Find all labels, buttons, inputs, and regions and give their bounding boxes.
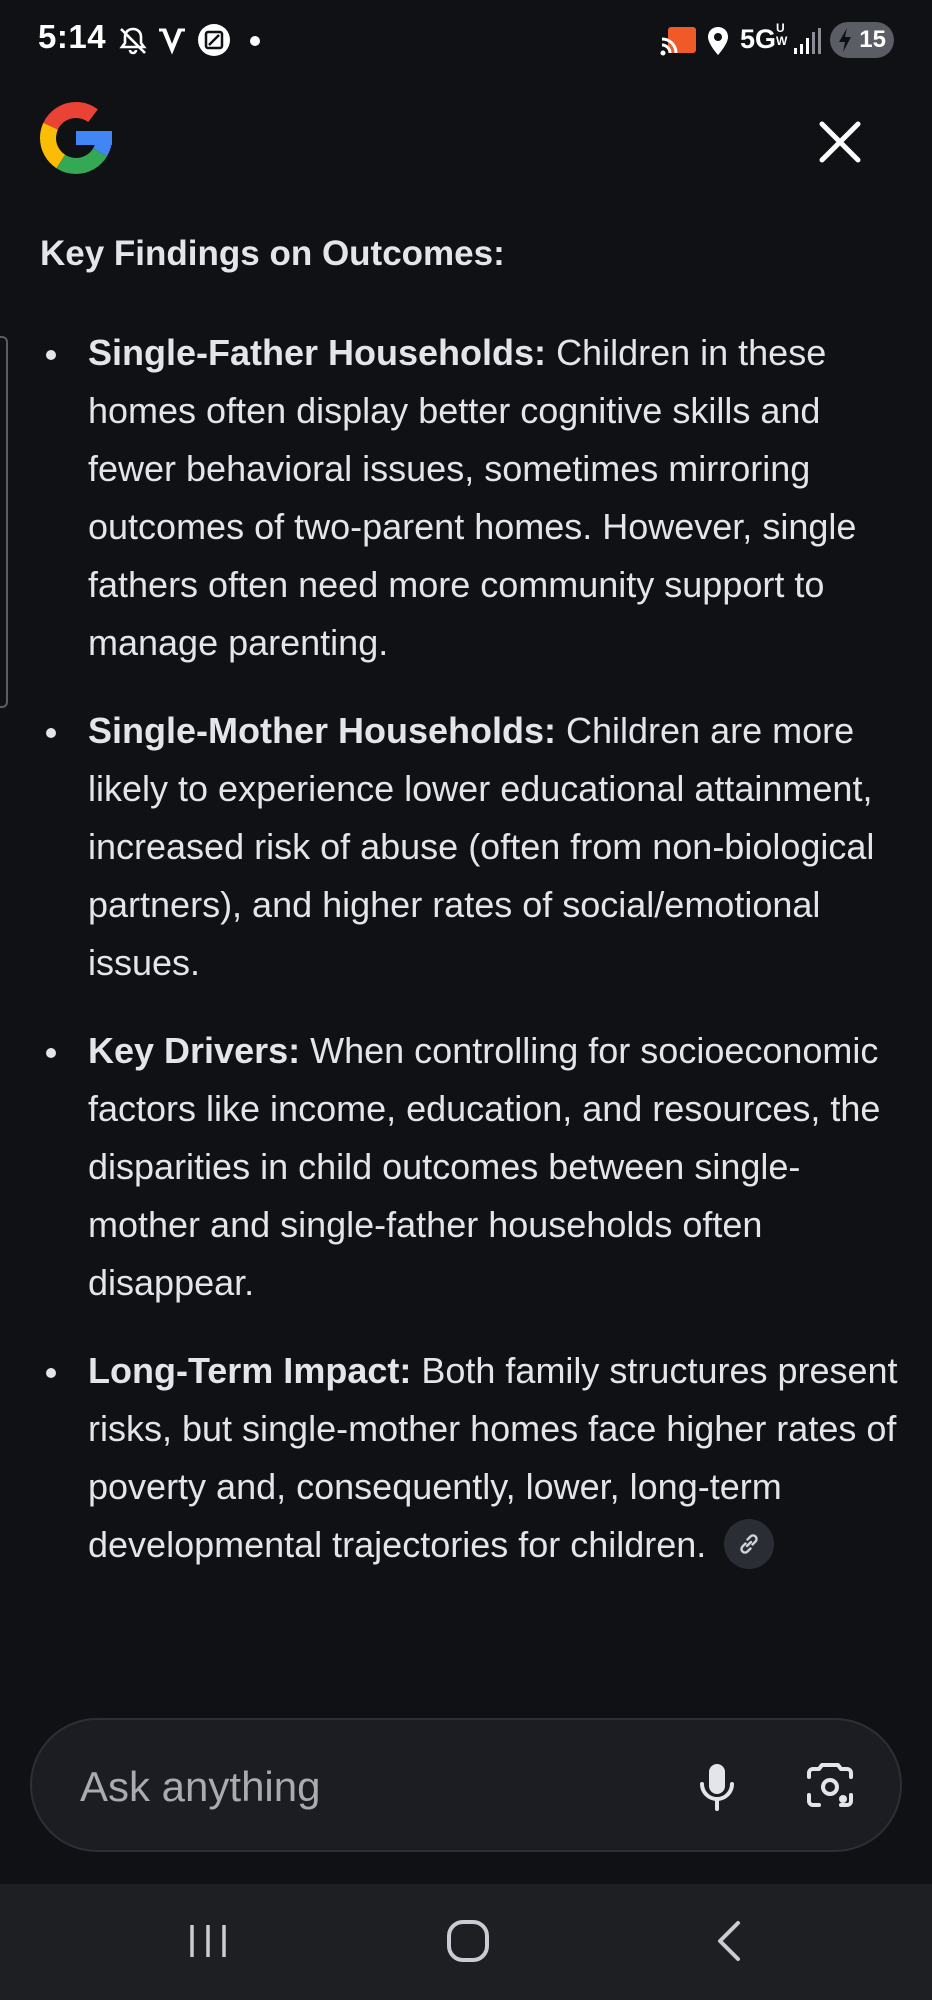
recents-icon: [186, 1921, 230, 1961]
list-item: [0, 702, 932, 992]
recents-button[interactable]: [168, 1906, 248, 1976]
list-item: [0, 1022, 932, 1312]
notifications-off-icon: [116, 24, 150, 58]
ask-bar: [30, 1718, 902, 1852]
bullet-icon: [46, 350, 56, 360]
bullet-icon: [46, 728, 56, 738]
finding-label: Single-Father Households:: [88, 332, 547, 373]
finding-label: Long-Term Impact:: [88, 1350, 412, 1391]
battery-charging-icon: [830, 22, 894, 58]
finding-text: When controlling for socioeconomic factors like income, education, and resources, the disparities in child outcomes between single-mother and single-father households often disappear.: [88, 1030, 881, 1303]
battery-level: 15: [859, 26, 886, 53]
network-type: 5G: [740, 24, 777, 54]
signal-icon: [792, 26, 822, 56]
back-icon: [712, 1919, 748, 1963]
finding-text: Both family structures present risks, but single-mother homes face higher rates of poverty and, consequently, lower, long-term developmental trajectories for children.: [88, 1350, 898, 1565]
finding-text: Children are more likely to experience lower educational attainment, increased risk of abuse (often from non-biological partners), and higher rates of social/emotional issues.: [88, 710, 875, 983]
google-g-logo: [36, 98, 116, 178]
system-nav-bar: [0, 1884, 932, 2000]
list-item: [0, 324, 932, 672]
microphone-icon: [697, 1762, 737, 1812]
status-time: 5:14: [38, 18, 107, 55]
finding-label: Single-Mother Households:: [88, 710, 556, 751]
camera-lens-icon: [805, 1763, 855, 1811]
source-link-button[interactable]: [724, 1519, 774, 1569]
finding-label: Key Drivers:: [88, 1030, 301, 1071]
home-button[interactable]: [428, 1906, 508, 1976]
ask-input[interactable]: [78, 1754, 662, 1820]
bullet-icon: [46, 1048, 56, 1058]
close-icon: [818, 120, 862, 164]
location-icon: [704, 24, 732, 58]
back-button[interactable]: [690, 1906, 770, 1976]
home-icon: [446, 1919, 490, 1963]
network-subtype: UW: [776, 21, 788, 48]
status-bar: [0, 0, 932, 84]
finding-text: Children in these homes often display better cognitive skills and fewer behavioral issues, sometimes mirroring outcomes of two-parent homes. However, single fathers often need more community support to manage parenting.: [88, 332, 857, 663]
link-icon: [736, 1531, 762, 1557]
camera-lens-button[interactable]: [795, 1752, 865, 1822]
findings-list: [0, 324, 932, 1604]
microphone-button[interactable]: [682, 1752, 752, 1822]
section-heading: Key Findings on Outcomes:: [40, 234, 505, 273]
screenshot-icon: [196, 22, 232, 58]
close-button[interactable]: [810, 112, 870, 172]
dot-icon: [248, 34, 262, 48]
bullet-icon: [46, 1368, 56, 1378]
verizon-v-icon: [156, 22, 188, 58]
cast-icon: [660, 24, 698, 58]
list-item: [0, 1342, 932, 1574]
